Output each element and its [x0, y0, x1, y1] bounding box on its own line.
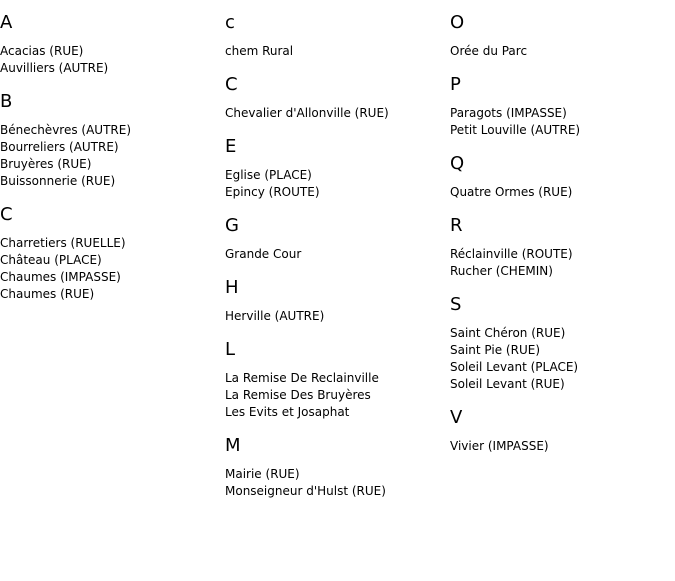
street-link[interactable]: Monseigneur d'Hulst (RUE) — [225, 484, 386, 498]
letter-group — [225, 339, 450, 421]
street-link[interactable]: Bourreliers (AUTRE) — [0, 140, 119, 154]
letter-group — [225, 277, 450, 325]
street-link[interactable]: Réclainville (ROUTE) — [450, 247, 573, 261]
street-link[interactable]: Chaumes (IMPASSE) — [0, 270, 121, 284]
street-list — [225, 466, 450, 500]
index-column-3 — [450, 12, 675, 469]
street-link[interactable]: Les Evits et Josaphat — [225, 405, 350, 419]
letter-heading: G — [225, 215, 239, 236]
street-list — [0, 43, 225, 77]
street-list — [0, 235, 225, 303]
street-link[interactable]: Eglise (PLACE) — [225, 168, 312, 182]
street-list — [450, 325, 675, 393]
street-link[interactable]: Saint Pie (RUE) — [450, 343, 540, 357]
letter-group — [0, 91, 225, 190]
letter-heading: P — [450, 74, 461, 95]
street-list — [225, 246, 450, 263]
letter-heading: Q — [450, 153, 465, 174]
letter-heading: R — [450, 215, 463, 236]
street-list — [225, 308, 450, 325]
street-link[interactable]: Bénechèvres (AUTRE) — [0, 123, 132, 137]
street-link[interactable]: chem Rural — [225, 44, 294, 58]
letter-heading: L — [225, 339, 236, 360]
index-column-1 — [0, 12, 225, 317]
letter-group — [225, 74, 450, 122]
street-link[interactable]: Quatre Ormes (RUE) — [450, 185, 573, 199]
letter-heading: O — [450, 12, 465, 33]
street-list — [225, 370, 450, 421]
letter-group — [225, 215, 450, 263]
street-link[interactable]: Buissonnerie (RUE) — [0, 174, 116, 188]
street-link[interactable]: Charretiers (RUELLE) — [0, 236, 126, 250]
index-column-2 — [225, 12, 450, 514]
letter-heading: E — [225, 136, 237, 157]
letter-group — [0, 12, 225, 77]
street-link[interactable]: Vivier (IMPASSE) — [450, 439, 549, 453]
letter-heading: V — [450, 407, 463, 428]
letter-heading: c — [225, 12, 235, 33]
street-link[interactable]: Acacias (RUE) — [0, 44, 84, 58]
street-list — [450, 438, 675, 455]
street-link[interactable]: Soleil Levant (PLACE) — [450, 360, 579, 374]
letter-group — [225, 136, 450, 201]
letter-group — [450, 74, 675, 139]
letter-group — [450, 153, 675, 201]
street-link[interactable]: Bruyères (RUE) — [0, 157, 92, 171]
street-link[interactable]: Grande Cour — [225, 247, 302, 261]
street-link[interactable]: Mairie (RUE) — [225, 467, 300, 481]
street-link[interactable]: La Remise De Reclainville — [225, 371, 379, 385]
letter-group — [450, 12, 675, 60]
street-link[interactable]: Orée du Parc — [450, 44, 528, 58]
street-link[interactable]: Soleil Levant (RUE) — [450, 377, 565, 391]
letter-heading: C — [0, 204, 13, 225]
street-link[interactable]: Auvilliers (AUTRE) — [0, 61, 109, 75]
street-link[interactable]: La Remise Des Bruyères — [225, 388, 371, 402]
street-link[interactable]: Epincy (ROUTE) — [225, 185, 320, 199]
letter-heading: B — [0, 91, 13, 112]
letter-group — [450, 407, 675, 455]
street-list — [225, 43, 450, 60]
street-list — [225, 105, 450, 122]
street-link[interactable]: Château (PLACE) — [0, 253, 102, 267]
letter-group — [225, 435, 450, 500]
letter-heading: H — [225, 277, 239, 298]
street-list — [450, 105, 675, 139]
letter-heading: A — [0, 12, 13, 33]
street-list — [0, 122, 225, 190]
street-link[interactable]: Chevalier d'Allonville (RUE) — [225, 106, 389, 120]
letter-heading: M — [225, 435, 241, 456]
street-list — [450, 184, 675, 201]
letter-group — [225, 12, 450, 60]
street-link[interactable]: Saint Chéron (RUE) — [450, 326, 566, 340]
letter-group — [450, 294, 675, 393]
letter-heading: S — [450, 294, 462, 315]
letter-group — [0, 204, 225, 303]
letter-group — [450, 215, 675, 280]
street-link[interactable]: Petit Louville (AUTRE) — [450, 123, 581, 137]
street-link[interactable]: Paragots (IMPASSE) — [450, 106, 567, 120]
street-list — [450, 43, 675, 60]
street-list — [450, 246, 675, 280]
street-link[interactable]: Rucher (CHEMIN) — [450, 264, 553, 278]
letter-heading: C — [225, 74, 238, 95]
street-link[interactable]: Chaumes (RUE) — [0, 287, 95, 301]
street-list — [225, 167, 450, 201]
street-link[interactable]: Herville (AUTRE) — [225, 309, 325, 323]
